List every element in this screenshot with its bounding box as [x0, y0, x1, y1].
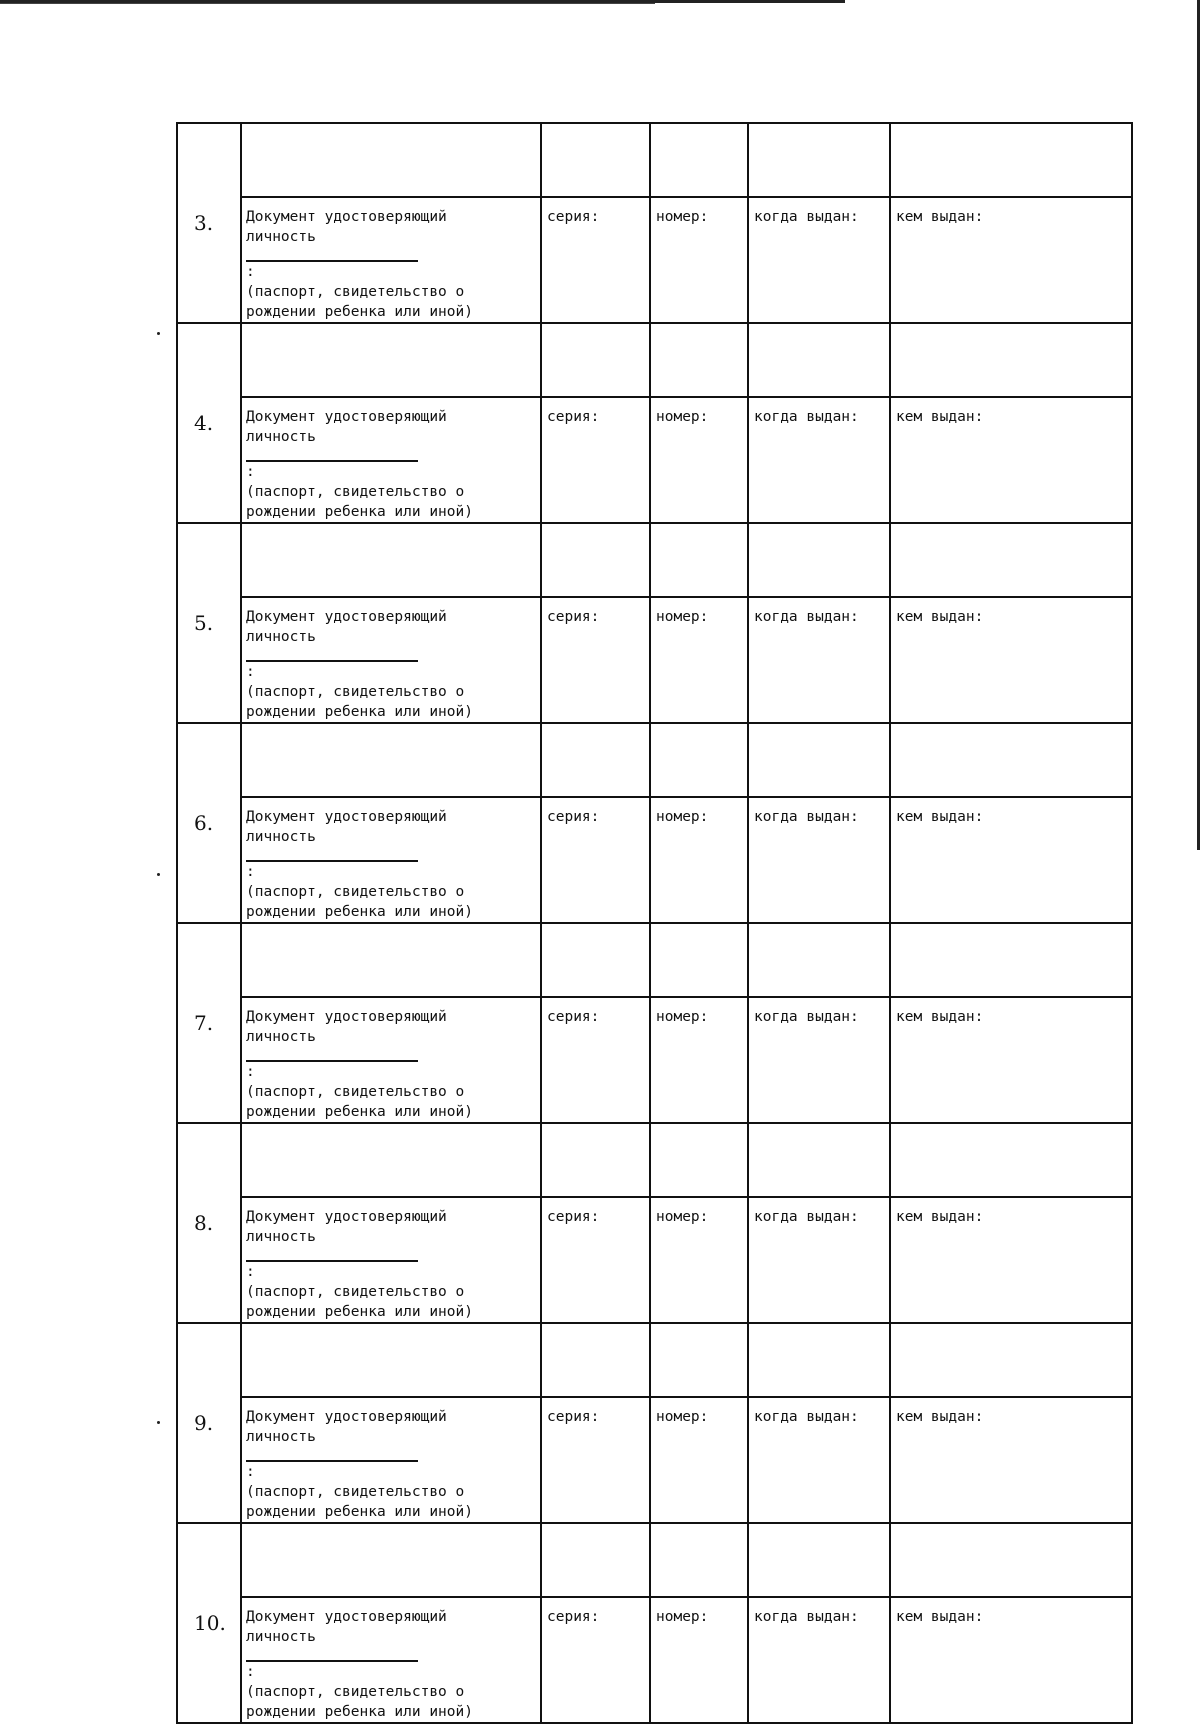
issued-by-label: кем выдан:: [896, 1609, 984, 1625]
doc-label-line4: рождении ребенка или иной): [246, 1304, 473, 1320]
blank-cell[interactable]: [748, 923, 890, 997]
fill-line[interactable]: [246, 1647, 418, 1662]
doc-label-line2: личность :: [246, 1627, 536, 1682]
blank-cell[interactable]: [890, 723, 1132, 797]
doc-label-line2: личность :: [246, 1227, 536, 1282]
row-number: 3.: [177, 123, 241, 323]
row-number: 8.: [177, 1123, 241, 1323]
blank-cell[interactable]: [650, 323, 748, 397]
row-number: 5.: [177, 523, 241, 723]
issued-when-label: когда выдан:: [754, 1209, 859, 1225]
blank-cell[interactable]: [650, 1323, 748, 1397]
fill-line[interactable]: [246, 447, 418, 462]
number-label: номер:: [656, 1609, 709, 1625]
issued-when-cell[interactable]: [748, 1197, 890, 1323]
blank-cell[interactable]: [650, 523, 748, 597]
margin-dot: [157, 1421, 160, 1424]
table-row-blank: [177, 1323, 1132, 1397]
doc-label-line1: Документ удостоверяющий: [246, 409, 447, 425]
identity-documents-table: [176, 122, 1133, 1724]
doc-label-line3: (паспорт, свидетельство о: [246, 1484, 465, 1500]
document-type-cell[interactable]: [241, 1597, 541, 1723]
table-row-document: [177, 797, 1132, 923]
document-type-cell[interactable]: [241, 797, 541, 923]
row-number: 10.: [177, 1523, 241, 1723]
table-row-blank: [177, 1523, 1132, 1597]
issued-by-cell[interactable]: [890, 597, 1132, 723]
number-cell[interactable]: [650, 1397, 748, 1523]
table-row-document: [177, 1197, 1132, 1323]
issued-by-label: кем выдан:: [896, 1209, 984, 1225]
number-cell[interactable]: [650, 997, 748, 1123]
table-row-document: [177, 1597, 1132, 1723]
scan-edge-top-thin: [0, 3, 655, 4]
table-row-document: [177, 197, 1132, 323]
doc-label-line1: Документ удостоверяющий: [246, 1409, 447, 1425]
doc-label-line1: Документ удостоверяющий: [246, 209, 447, 225]
series-label: серия:: [547, 609, 600, 625]
issued-when-cell[interactable]: [748, 1397, 890, 1523]
fill-line[interactable]: [246, 247, 418, 262]
blank-cell[interactable]: [650, 1523, 748, 1597]
doc-label-line3: (паспорт, свидетельство о: [246, 484, 465, 500]
issued-by-cell[interactable]: [890, 197, 1132, 323]
issued-when-label: когда выдан:: [754, 209, 859, 225]
margin-dot: [157, 332, 160, 335]
number-cell[interactable]: [650, 1597, 748, 1723]
fill-line[interactable]: [246, 1247, 418, 1262]
number-cell[interactable]: [650, 597, 748, 723]
doc-label-line2: личность :: [246, 427, 536, 482]
doc-label-line4: рождении ребенка или иной): [246, 304, 473, 320]
name-cell[interactable]: [241, 123, 541, 197]
doc-label-line3: (паспорт, свидетельство о: [246, 884, 465, 900]
series-label: серия:: [547, 1009, 600, 1025]
blank-cell[interactable]: [890, 123, 1132, 197]
doc-label-line2: личность :: [246, 227, 536, 282]
document-type-cell[interactable]: [241, 597, 541, 723]
series-cell[interactable]: [541, 1397, 650, 1523]
document-type-cell[interactable]: [241, 197, 541, 323]
blank-cell[interactable]: [541, 123, 650, 197]
blank-cell[interactable]: [541, 1323, 650, 1397]
series-label: серия:: [547, 1209, 600, 1225]
doc-label-line2: личность :: [246, 627, 536, 682]
document-type-cell[interactable]: [241, 1197, 541, 1323]
row-number: 6.: [177, 723, 241, 923]
doc-label-line4: рождении ребенка или иной): [246, 1504, 473, 1520]
series-label: серия:: [547, 809, 600, 825]
doc-label-line1: Документ удостоверяющий: [246, 1209, 447, 1225]
doc-label-line3: (паспорт, свидетельство о: [246, 284, 465, 300]
blank-cell[interactable]: [748, 123, 890, 197]
doc-label-line3: (паспорт, свидетельство о: [246, 1284, 465, 1300]
fill-line[interactable]: [246, 847, 418, 862]
blank-cell[interactable]: [890, 1523, 1132, 1597]
table-row-document: [177, 1397, 1132, 1523]
series-label: серия:: [547, 409, 600, 425]
number-label: номер:: [656, 809, 709, 825]
doc-label-line1: Документ удостоверяющий: [246, 1009, 447, 1025]
doc-label-line3: (паспорт, свидетельство о: [246, 684, 465, 700]
issued-by-cell[interactable]: [890, 397, 1132, 523]
table-row-blank: [177, 723, 1132, 797]
name-cell[interactable]: [241, 1323, 541, 1397]
table-row-document: [177, 397, 1132, 523]
blank-cell[interactable]: [890, 523, 1132, 597]
issued-by-cell[interactable]: [890, 1197, 1132, 1323]
blank-cell[interactable]: [650, 123, 748, 197]
blank-cell[interactable]: [748, 1523, 890, 1597]
name-cell[interactable]: [241, 323, 541, 397]
name-cell[interactable]: [241, 1523, 541, 1597]
row-number: 9.: [177, 1323, 241, 1523]
issued-when-cell[interactable]: [748, 197, 890, 323]
doc-label-line2: личность :: [246, 1427, 536, 1482]
blank-cell[interactable]: [748, 723, 890, 797]
series-cell[interactable]: [541, 797, 650, 923]
issued-by-cell[interactable]: [890, 797, 1132, 923]
doc-label-line4: рождении ребенка или иной): [246, 704, 473, 720]
doc-label-line1: Документ удостоверяющий: [246, 1609, 447, 1625]
doc-label-line1: Документ удостоверяющий: [246, 609, 447, 625]
issued-when-label: когда выдан:: [754, 809, 859, 825]
issued-by-label: кем выдан:: [896, 609, 984, 625]
doc-label-line2: личность :: [246, 1027, 536, 1082]
series-label: серия:: [547, 1609, 600, 1625]
series-cell[interactable]: [541, 1597, 650, 1723]
table-row-blank: [177, 523, 1132, 597]
blank-cell[interactable]: [890, 1123, 1132, 1197]
document-type-cell[interactable]: [241, 997, 541, 1123]
blank-cell[interactable]: [890, 323, 1132, 397]
table-row-blank: [177, 323, 1132, 397]
doc-label-line3: (паспорт, свидетельство о: [246, 1684, 465, 1700]
number-label: номер:: [656, 1209, 709, 1225]
doc-label-line4: рождении ребенка или иной): [246, 1104, 473, 1120]
blank-cell[interactable]: [541, 723, 650, 797]
number-label: номер:: [656, 1409, 709, 1425]
issued-by-label: кем выдан:: [896, 209, 984, 225]
issued-when-label: когда выдан:: [754, 609, 859, 625]
blank-cell[interactable]: [748, 1123, 890, 1197]
number-label: номер:: [656, 609, 709, 625]
issued-by-label: кем выдан:: [896, 409, 984, 425]
series-cell[interactable]: [541, 997, 650, 1123]
number-cell[interactable]: [650, 197, 748, 323]
margin-dot: [157, 873, 160, 876]
blank-cell[interactable]: [650, 923, 748, 997]
number-cell[interactable]: [650, 1197, 748, 1323]
issued-when-label: когда выдан:: [754, 1609, 859, 1625]
row-number: 7.: [177, 923, 241, 1123]
issued-by-cell[interactable]: [890, 997, 1132, 1123]
doc-label-line3: (паспорт, свидетельство о: [246, 1084, 465, 1100]
series-label: серия:: [547, 209, 600, 225]
table-body: [177, 123, 1132, 1723]
blank-cell[interactable]: [748, 523, 890, 597]
blank-cell[interactable]: [541, 1523, 650, 1597]
blank-cell[interactable]: [748, 323, 890, 397]
doc-label-line4: рождении ребенка или иной): [246, 504, 473, 520]
issued-when-cell[interactable]: [748, 397, 890, 523]
issued-by-cell[interactable]: [890, 1397, 1132, 1523]
table-row-document: [177, 997, 1132, 1123]
doc-label-line4: рождении ребенка или иной): [246, 1704, 473, 1720]
fill-line[interactable]: [246, 1047, 418, 1062]
table-row-blank: [177, 123, 1132, 197]
issued-when-cell[interactable]: [748, 597, 890, 723]
series-cell[interactable]: [541, 1197, 650, 1323]
issued-by-label: кем выдан:: [896, 1409, 984, 1425]
series-cell[interactable]: [541, 397, 650, 523]
name-cell[interactable]: [241, 723, 541, 797]
doc-label-line4: рождении ребенка или иной): [246, 904, 473, 920]
fill-line[interactable]: [246, 647, 418, 662]
doc-label-line2: личность :: [246, 827, 536, 882]
fill-line[interactable]: [246, 1447, 418, 1462]
issued-when-cell[interactable]: [748, 1597, 890, 1723]
name-cell[interactable]: [241, 923, 541, 997]
row-number: 4.: [177, 323, 241, 523]
series-label: серия:: [547, 1409, 600, 1425]
table-row-document: [177, 597, 1132, 723]
number-label: номер:: [656, 209, 709, 225]
doc-label-line1: Документ удостоверяющий: [246, 809, 447, 825]
blank-cell[interactable]: [748, 1323, 890, 1397]
blank-cell[interactable]: [541, 923, 650, 997]
issued-when-label: когда выдан:: [754, 1009, 859, 1025]
number-label: номер:: [656, 409, 709, 425]
table-row-blank: [177, 1123, 1132, 1197]
blank-cell[interactable]: [541, 523, 650, 597]
blank-cell[interactable]: [650, 1123, 748, 1197]
issued-when-label: когда выдан:: [754, 1409, 859, 1425]
series-cell[interactable]: [541, 197, 650, 323]
series-cell[interactable]: [541, 597, 650, 723]
issued-when-cell[interactable]: [748, 997, 890, 1123]
blank-cell[interactable]: [541, 1123, 650, 1197]
issued-when-label: когда выдан:: [754, 409, 859, 425]
name-cell[interactable]: [241, 1123, 541, 1197]
number-cell[interactable]: [650, 797, 748, 923]
blank-cell[interactable]: [541, 323, 650, 397]
issued-by-label: кем выдан:: [896, 809, 984, 825]
blank-cell[interactable]: [890, 923, 1132, 997]
name-cell[interactable]: [241, 523, 541, 597]
number-cell[interactable]: [650, 397, 748, 523]
document-type-cell[interactable]: [241, 397, 541, 523]
issued-when-cell[interactable]: [748, 797, 890, 923]
issued-by-label: кем выдан:: [896, 1009, 984, 1025]
table-row-blank: [177, 923, 1132, 997]
issued-by-cell[interactable]: [890, 1597, 1132, 1723]
blank-cell[interactable]: [890, 1323, 1132, 1397]
number-label: номер:: [656, 1009, 709, 1025]
blank-cell[interactable]: [650, 723, 748, 797]
document-type-cell[interactable]: [241, 1397, 541, 1523]
